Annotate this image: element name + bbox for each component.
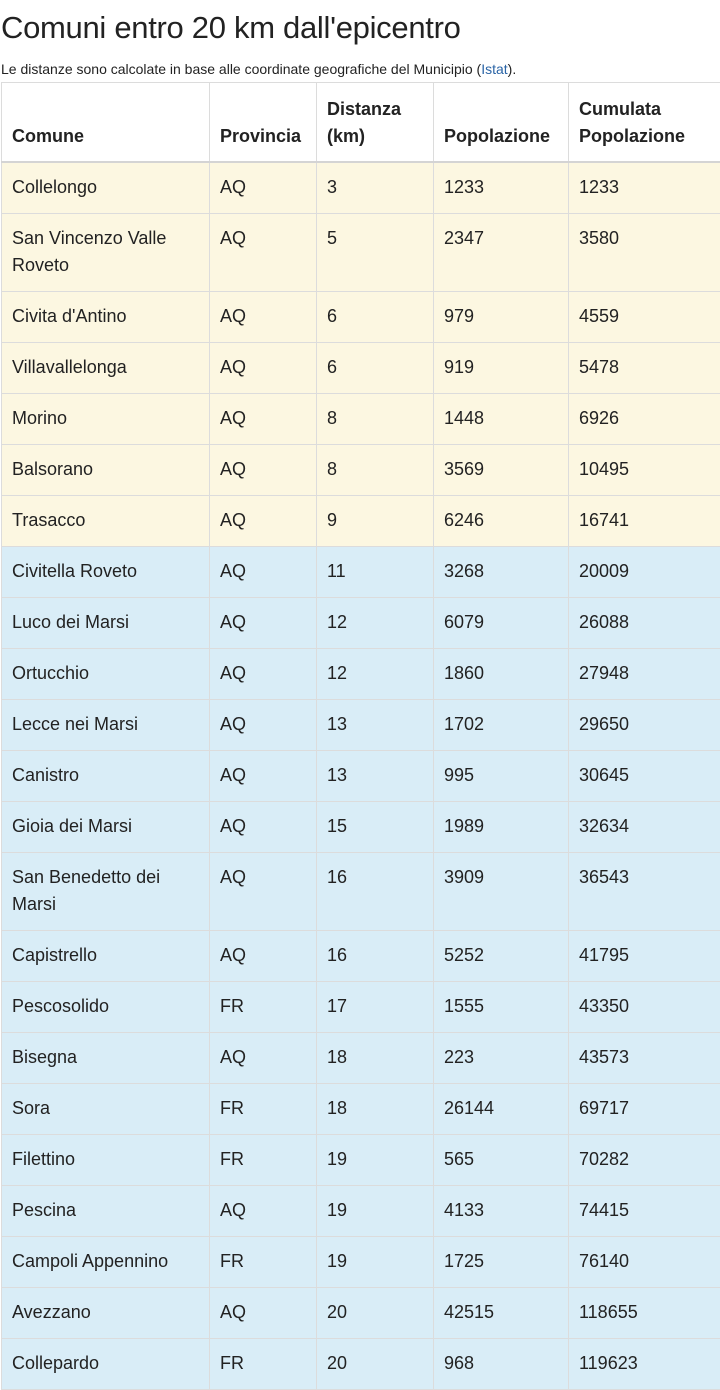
cell-provincia: FR bbox=[210, 1338, 317, 1389]
header-popolazione: Popolazione bbox=[434, 83, 569, 162]
intro-text: Le distanze sono calcolate in base alle coordinate geografiche del Municipio ( bbox=[1, 61, 481, 77]
cell-popolazione: 1448 bbox=[434, 393, 569, 444]
cell-provincia: AQ bbox=[210, 444, 317, 495]
cell-cumulata: 5478 bbox=[569, 342, 720, 393]
cell-cumulata: 70282 bbox=[569, 1134, 720, 1185]
cell-comune: Pescosolido bbox=[2, 981, 210, 1032]
cell-popolazione: 26144 bbox=[434, 1083, 569, 1134]
cell-comune: Civitella Roveto bbox=[2, 546, 210, 597]
cell-comune: San Vincenzo Valle Roveto bbox=[2, 213, 210, 291]
cell-provincia: AQ bbox=[210, 648, 317, 699]
cell-popolazione: 223 bbox=[434, 1032, 569, 1083]
cell-popolazione: 565 bbox=[434, 1134, 569, 1185]
intro-end: ). bbox=[508, 61, 517, 77]
table-row bbox=[2, 1134, 720, 1185]
cell-popolazione: 6246 bbox=[434, 495, 569, 546]
cell-distanza: 19 bbox=[317, 1236, 434, 1287]
cell-provincia: AQ bbox=[210, 342, 317, 393]
table-row bbox=[2, 1083, 720, 1134]
table-row bbox=[2, 648, 720, 699]
table-row bbox=[2, 1287, 720, 1338]
cell-popolazione: 3569 bbox=[434, 444, 569, 495]
table-row bbox=[2, 444, 720, 495]
table-row bbox=[2, 213, 720, 291]
cell-popolazione: 1860 bbox=[434, 648, 569, 699]
cell-distanza: 5 bbox=[317, 213, 434, 291]
cell-popolazione: 919 bbox=[434, 342, 569, 393]
cell-distanza: 19 bbox=[317, 1134, 434, 1185]
cell-provincia: AQ bbox=[210, 801, 317, 852]
cell-provincia: AQ bbox=[210, 597, 317, 648]
cell-distanza: 13 bbox=[317, 750, 434, 801]
cell-comune: Sora bbox=[2, 1083, 210, 1134]
table-row bbox=[2, 546, 720, 597]
cell-comune: Avezzano bbox=[2, 1287, 210, 1338]
cell-distanza: 13 bbox=[317, 699, 434, 750]
cell-cumulata: 74415 bbox=[569, 1185, 720, 1236]
cell-comune: San Benedetto dei Marsi bbox=[2, 852, 210, 930]
cell-popolazione: 968 bbox=[434, 1338, 569, 1389]
cell-popolazione: 1555 bbox=[434, 981, 569, 1032]
table-row bbox=[2, 1185, 720, 1236]
cell-popolazione: 2347 bbox=[434, 213, 569, 291]
table-row bbox=[2, 393, 720, 444]
table-row bbox=[2, 852, 720, 930]
table-row bbox=[2, 981, 720, 1032]
cell-cumulata: 43573 bbox=[569, 1032, 720, 1083]
cell-distanza: 18 bbox=[317, 1032, 434, 1083]
cell-cumulata: 76140 bbox=[569, 1236, 720, 1287]
cell-cumulata: 20009 bbox=[569, 546, 720, 597]
cell-cumulata: 3580 bbox=[569, 213, 720, 291]
cell-comune: Civita d'Antino bbox=[2, 291, 210, 342]
cell-popolazione: 1725 bbox=[434, 1236, 569, 1287]
cell-cumulata: 1233 bbox=[569, 162, 720, 214]
cell-distanza: 16 bbox=[317, 930, 434, 981]
cell-distanza: 15 bbox=[317, 801, 434, 852]
cell-cumulata: 6926 bbox=[569, 393, 720, 444]
cell-comune: Filettino bbox=[2, 1134, 210, 1185]
table-row bbox=[2, 1032, 720, 1083]
cell-comune: Canistro bbox=[2, 750, 210, 801]
cell-comune: Villavallelonga bbox=[2, 342, 210, 393]
cell-cumulata: 16741 bbox=[569, 495, 720, 546]
header-comune: Comune bbox=[2, 83, 210, 162]
cell-distanza: 6 bbox=[317, 291, 434, 342]
cell-cumulata: 41795 bbox=[569, 930, 720, 981]
cell-popolazione: 6079 bbox=[434, 597, 569, 648]
cell-cumulata: 30645 bbox=[569, 750, 720, 801]
cell-distanza: 11 bbox=[317, 546, 434, 597]
cell-distanza: 20 bbox=[317, 1338, 434, 1389]
cell-distanza: 3 bbox=[317, 162, 434, 214]
cell-popolazione: 995 bbox=[434, 750, 569, 801]
cell-comune: Luco dei Marsi bbox=[2, 597, 210, 648]
page-title: Comuni entro 20 km dall'epicentro bbox=[1, 10, 461, 46]
table-row bbox=[2, 495, 720, 546]
cell-cumulata: 10495 bbox=[569, 444, 720, 495]
header-row bbox=[2, 83, 720, 162]
cell-provincia: AQ bbox=[210, 213, 317, 291]
cell-popolazione: 4133 bbox=[434, 1185, 569, 1236]
cell-provincia: FR bbox=[210, 1236, 317, 1287]
table-header bbox=[2, 83, 720, 162]
header-distanza: Distanza (km) bbox=[317, 83, 434, 162]
cell-popolazione: 1233 bbox=[434, 162, 569, 214]
table-body bbox=[2, 162, 720, 1390]
table-row bbox=[2, 930, 720, 981]
cell-popolazione: 3268 bbox=[434, 546, 569, 597]
istat-link[interactable]: Istat bbox=[481, 61, 507, 77]
cell-distanza: 9 bbox=[317, 495, 434, 546]
cell-cumulata: 27948 bbox=[569, 648, 720, 699]
cell-provincia: AQ bbox=[210, 1032, 317, 1083]
cell-comune: Capistrello bbox=[2, 930, 210, 981]
table-row bbox=[2, 342, 720, 393]
cell-provincia: AQ bbox=[210, 699, 317, 750]
cell-distanza: 20 bbox=[317, 1287, 434, 1338]
cell-distanza: 17 bbox=[317, 981, 434, 1032]
cell-provincia: FR bbox=[210, 981, 317, 1032]
cell-cumulata: 43350 bbox=[569, 981, 720, 1032]
cell-comune: Gioia dei Marsi bbox=[2, 801, 210, 852]
cell-provincia: FR bbox=[210, 1134, 317, 1185]
cell-provincia: AQ bbox=[210, 1287, 317, 1338]
cell-popolazione: 979 bbox=[434, 291, 569, 342]
cell-cumulata: 69717 bbox=[569, 1083, 720, 1134]
cell-provincia: AQ bbox=[210, 750, 317, 801]
cell-comune: Pescina bbox=[2, 1185, 210, 1236]
header-provincia: Provincia bbox=[210, 83, 317, 162]
cell-distanza: 12 bbox=[317, 597, 434, 648]
cell-distanza: 6 bbox=[317, 342, 434, 393]
cell-distanza: 8 bbox=[317, 393, 434, 444]
cell-comune: Lecce nei Marsi bbox=[2, 699, 210, 750]
cell-cumulata: 118655 bbox=[569, 1287, 720, 1338]
cell-comune: Collelongo bbox=[2, 162, 210, 214]
cell-cumulata: 36543 bbox=[569, 852, 720, 930]
cell-popolazione: 42515 bbox=[434, 1287, 569, 1338]
table-row bbox=[2, 1236, 720, 1287]
table-row bbox=[2, 699, 720, 750]
cell-cumulata: 119623 bbox=[569, 1338, 720, 1389]
table-row bbox=[2, 162, 720, 214]
table-row bbox=[2, 801, 720, 852]
cell-provincia: AQ bbox=[210, 852, 317, 930]
cell-cumulata: 29650 bbox=[569, 699, 720, 750]
cell-comune: Ortucchio bbox=[2, 648, 210, 699]
cell-provincia: AQ bbox=[210, 162, 317, 214]
cell-popolazione: 5252 bbox=[434, 930, 569, 981]
cell-comune: Bisegna bbox=[2, 1032, 210, 1083]
cell-comune: Trasacco bbox=[2, 495, 210, 546]
cell-comune: Campoli Appennino bbox=[2, 1236, 210, 1287]
table-row bbox=[2, 750, 720, 801]
cell-popolazione: 1702 bbox=[434, 699, 569, 750]
cell-provincia: AQ bbox=[210, 546, 317, 597]
cell-provincia: AQ bbox=[210, 495, 317, 546]
cell-popolazione: 1989 bbox=[434, 801, 569, 852]
cell-distanza: 19 bbox=[317, 1185, 434, 1236]
comuni-table bbox=[1, 82, 720, 1390]
table-row bbox=[2, 597, 720, 648]
cell-provincia: FR bbox=[210, 1083, 317, 1134]
cell-comune: Balsorano bbox=[2, 444, 210, 495]
cell-distanza: 18 bbox=[317, 1083, 434, 1134]
cell-provincia: AQ bbox=[210, 1185, 317, 1236]
cell-cumulata: 26088 bbox=[569, 597, 720, 648]
cell-provincia: AQ bbox=[210, 930, 317, 981]
cell-distanza: 8 bbox=[317, 444, 434, 495]
intro-note bbox=[1, 61, 516, 77]
table-row bbox=[2, 291, 720, 342]
cell-cumulata: 4559 bbox=[569, 291, 720, 342]
cell-distanza: 12 bbox=[317, 648, 434, 699]
cell-popolazione: 3909 bbox=[434, 852, 569, 930]
table-row bbox=[2, 1338, 720, 1389]
cell-distanza: 16 bbox=[317, 852, 434, 930]
cell-provincia: AQ bbox=[210, 291, 317, 342]
header-cumulata-popolazione: Cumulata Popolazione bbox=[569, 83, 720, 162]
cell-cumulata: 32634 bbox=[569, 801, 720, 852]
cell-comune: Morino bbox=[2, 393, 210, 444]
cell-comune: Collepardo bbox=[2, 1338, 210, 1389]
cell-provincia: AQ bbox=[210, 393, 317, 444]
